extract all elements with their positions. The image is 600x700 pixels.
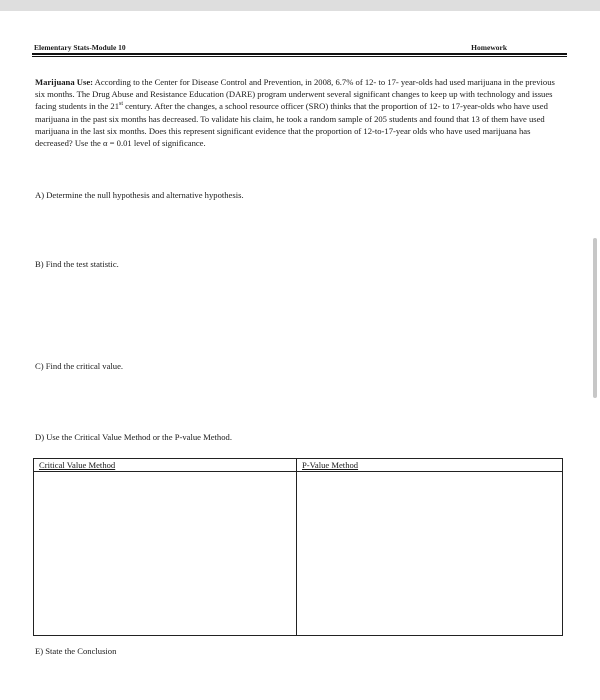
question-c: C) Find the critical value. (35, 361, 124, 371)
question-b: B) Find the test statistic. (35, 259, 119, 269)
method-table-header-rule (34, 471, 562, 472)
method-table-divider (296, 459, 297, 635)
method-table (33, 458, 563, 636)
problem-lead: Marijuana Use: (35, 77, 93, 87)
question-d: D) Use the Critical Value Method or the P-value Method. (35, 432, 232, 442)
ordinal-superscript: st (119, 101, 124, 108)
question-a: A) Determine the null hypothesis and alternative hypothesis. (35, 190, 244, 200)
header-rule (32, 53, 567, 55)
course-title: Elementary Stats-Module 10 (34, 43, 126, 52)
top-toolbar-strip (0, 0, 600, 11)
assignment-type: Homework (471, 43, 507, 52)
question-e: E) State the Conclusion (35, 646, 117, 656)
vertical-scrollbar[interactable] (593, 238, 597, 398)
problem-text-part-2: century. After the changes, a school resource officer (SRO) thinks that the proportion of 12- to 17-year-olds who have used marijuana in the past six months has decreased. To validate his claim, he took a random sample of 205 students and found that 13 of them have used marijuana in the last six months. Does this represent significant evidence that the proportion of 12-to-17-year olds who have used marijuana has decreased? Use the α = 0.01 level of significance. (35, 101, 548, 149)
problem-statement (35, 76, 565, 149)
problem-text-part-1: According to the Center for Disease Control and Prevention, in 2008, 6.7% of 12- to 17- year-olds had used marijuana in the previous six months. The Drug Abuse and Resistance Education (DARE) program underwent several significant changes to keep up with technology and issues facing students in the 21 (35, 77, 555, 112)
critical-value-method-heading: Critical Value Method (39, 460, 116, 470)
header-rule-thin (32, 56, 567, 57)
p-value-method-heading: P-Value Method (302, 460, 359, 470)
